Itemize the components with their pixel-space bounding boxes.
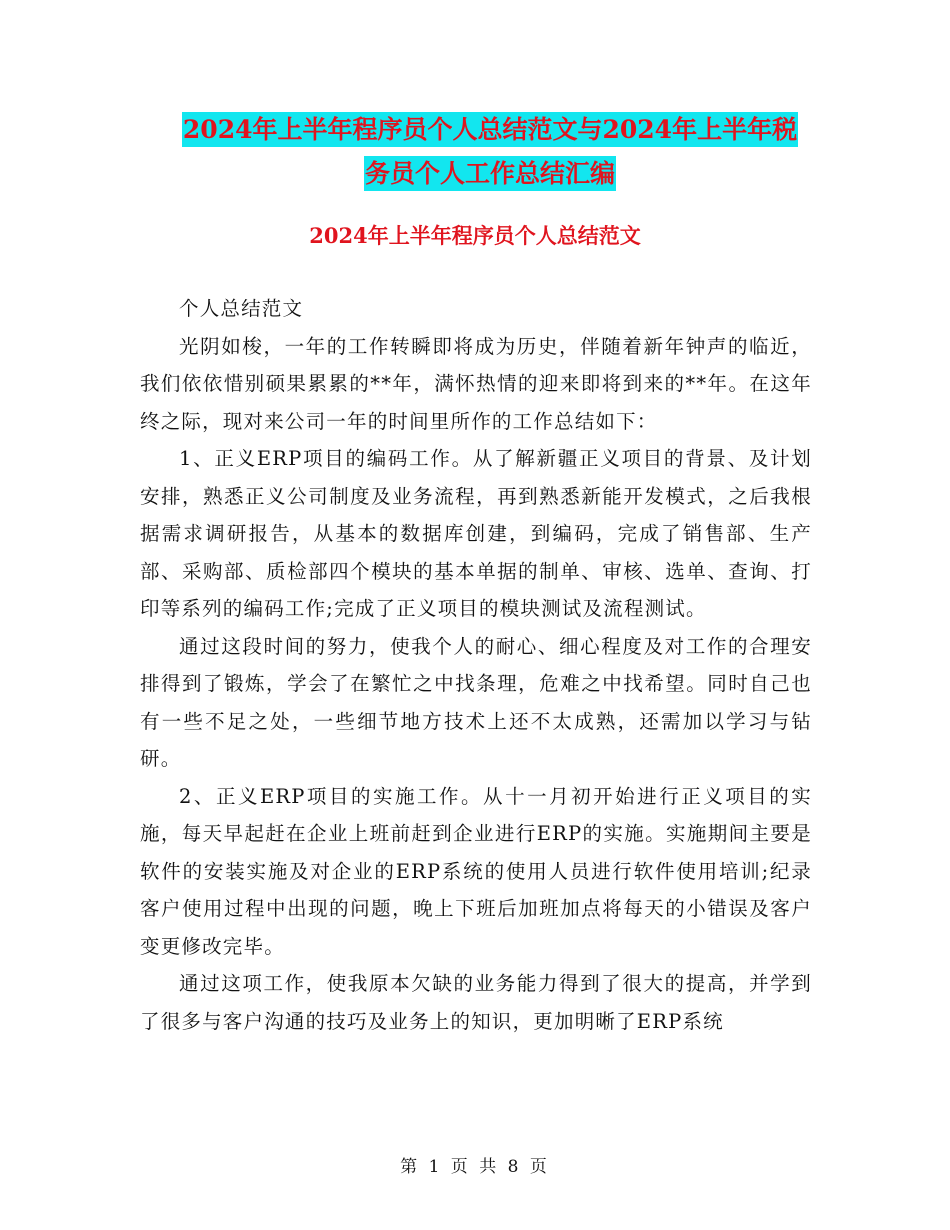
paragraph: 光阴如梭，一年的工作转瞬即将成为历史，伴随着新年钟声的临近，我们依依惜别硕果累累的**年，满怀热情的迎来即将到来的**年。在这年终之际，现对来公司一年的时间里所作的工作总结如下： bbox=[140, 334, 812, 433]
section-title: 2024年上半年程序员个人总结范文 bbox=[309, 223, 641, 248]
paragraph: 通过这段时间的努力，使我个人的耐心、细心程度及对工作的合理安排得到了锻炼，学会了在繁忙之中找条理，危难之中找希望。同时自己也有一些不足之处，一些细节地方技术上还不太成熟，还需加以学习与钻研。 bbox=[140, 634, 812, 770]
document-body bbox=[140, 290, 812, 1040]
document-title-text-1: 2024年上半年程序员个人总结范文与2024年上半年税 bbox=[182, 112, 798, 147]
paragraph-heading: 个人总结范文 bbox=[179, 297, 304, 320]
document-title-line-2 bbox=[140, 152, 840, 196]
page-footer: 第 1 页 共 8 页 bbox=[400, 1157, 550, 1177]
document-title-text-2: 务员个人工作总结汇编 bbox=[364, 156, 616, 191]
paragraph: 1、正义ERP项目的编码工作。从了解新疆正义项目的背景、及计划安排，熟悉正义公司制度及业务流程，再到熟悉新能开发模式，之后我根据需求调研报告，从基本的数据库创建，到编码，完成了销售部、生产部、采购部、质检部四个模块的基本单据的制单、审核、选单、查询、打印等系列的编码工作;完成了正义项目的模块测试及流程测试。 bbox=[140, 447, 812, 620]
document-title-line-1 bbox=[140, 108, 840, 152]
paragraph: 2、正义ERP项目的实施工作。从十一月初开始进行正义项目的实施，每天早起赶在企业上班前赶到企业进行ERP的实施。实施期间主要是软件的安装实施及对企业的ERP系统的使用人员进行软件使用培训;纪录客户使用过程中出现的问题，晚上下班后加班加点将每天的小错误及客户变更修改完毕。 bbox=[140, 784, 812, 958]
paragraph: 通过这项工作，使我原本欠缺的业务能力得到了很大的提高，并学到了很多与客户沟通的技巧及业务上的知识，更加明晰了ERP系统 bbox=[140, 972, 812, 1033]
